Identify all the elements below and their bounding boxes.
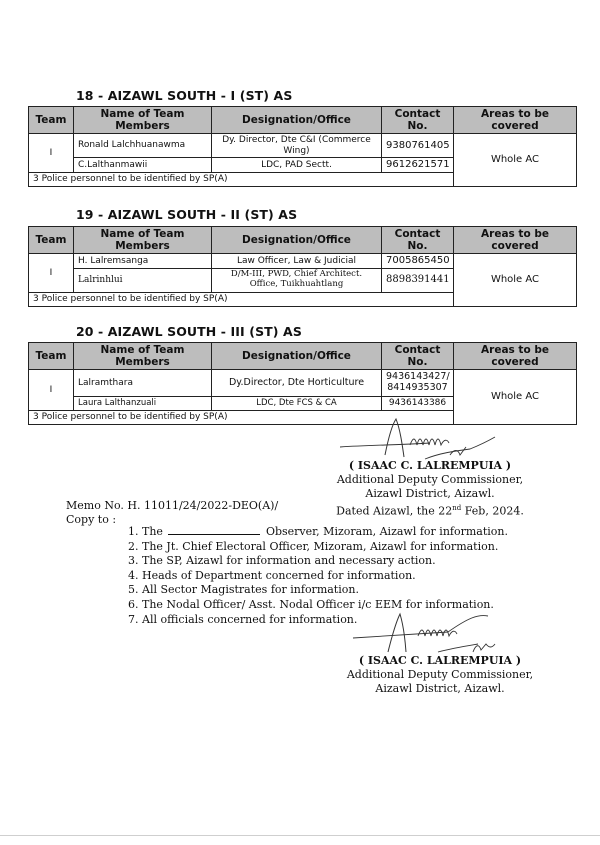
- list-item: 1. The Observer, Mizoram, Aizawl for information.: [142, 525, 592, 540]
- header-name: Name of Team Members: [74, 343, 212, 370]
- header-areas: Areas to be covered: [454, 343, 577, 370]
- member-name: Ronald Lalchhuanawma: [74, 134, 212, 158]
- member-contact: 9436143386: [382, 397, 454, 411]
- team-table-20: [28, 342, 577, 425]
- table-row: [29, 370, 577, 397]
- signatory-designation: Additional Deputy Commissioner,: [346, 668, 534, 681]
- list-item: 6. The Nodal Officer/ Asst. Nodal Officer i/c EEM for information.: [142, 598, 592, 613]
- section-title-20: 20 - AIZAWL SOUTH - III (ST) AS: [76, 324, 302, 339]
- member-contact: 9436143427/ 8414935307: [382, 370, 454, 397]
- team-number: I: [29, 370, 74, 411]
- member-designation: Dy.Director, Dte Horticulture: [212, 370, 382, 397]
- member-contact: 9612621571: [382, 158, 454, 173]
- police-note: 3 Police personnel to be identified by SP(A): [29, 411, 454, 425]
- member-name: Lalrinhlui: [74, 268, 212, 292]
- team-table-19: [28, 226, 577, 307]
- header-designation: Designation/Office: [212, 107, 382, 134]
- header-areas: Areas to be covered: [454, 107, 577, 134]
- police-note: 3 Police personnel to be identified by SP(A): [29, 292, 454, 306]
- header-team: Team: [29, 227, 74, 254]
- table-header-row: [29, 227, 577, 254]
- header-team: Team: [29, 107, 74, 134]
- section-title-18: 18 - AIZAWL SOUTH - I (ST) AS: [76, 88, 293, 103]
- member-designation: Law Officer, Law & Judicial: [212, 254, 382, 269]
- signature-block-2: [330, 654, 550, 696]
- section-title-19: 19 - AIZAWL SOUTH - II (ST) AS: [76, 207, 298, 222]
- table-row: [29, 134, 577, 158]
- header-designation: Designation/Office: [212, 343, 382, 370]
- member-contact: 7005865450: [382, 254, 454, 269]
- team-number: I: [29, 254, 74, 293]
- header-name: Name of Team Members: [74, 227, 212, 254]
- signatory-name: ( ISAAC C. LALREMPUIA ): [358, 654, 522, 667]
- member-name: Laura Lalthanzuali: [74, 397, 212, 411]
- copy-to-label: Copy to :: [66, 513, 117, 526]
- list-item: 2. The Jt. Chief Electoral Officer, Mizoram, Aizawl for information.: [142, 540, 592, 555]
- table-row: [29, 254, 577, 269]
- header-contact: Contact No.: [382, 343, 454, 370]
- police-note: 3 Police personnel to be identified by SP(A): [29, 173, 454, 187]
- header-areas: Areas to be covered: [454, 227, 577, 254]
- list-item: 3. The SP, Aizawl for information and necessary action.: [142, 554, 592, 569]
- member-name: H. Lalremsanga: [74, 254, 212, 269]
- member-name: Lalramthara: [74, 370, 212, 397]
- header-designation: Designation/Office: [212, 227, 382, 254]
- memo-number: Memo No. H. 11011/24/2022-DEO(A)/: [66, 499, 279, 512]
- team-table-18: [28, 106, 577, 187]
- list-item: 5. All Sector Magistrates for information.: [142, 583, 592, 598]
- list-item: 4. Heads of Department concerned for information.: [142, 569, 592, 584]
- member-designation: Dy. Director, Dte C&I (Commerce Wing): [212, 134, 382, 158]
- area-covered: Whole AC: [454, 134, 577, 187]
- member-contact: 9380761405: [382, 134, 454, 158]
- signature-block-1: [310, 459, 550, 519]
- area-covered: Whole AC: [454, 370, 577, 425]
- area-covered: Whole AC: [454, 254, 577, 307]
- header-contact: Contact No.: [382, 107, 454, 134]
- header-contact: Contact No.: [382, 227, 454, 254]
- signature-scrawl-2: [348, 608, 528, 658]
- signatory-district: Aizawl District, Aizawl.: [365, 487, 495, 500]
- header-name: Name of Team Members: [74, 107, 212, 134]
- scan-edge-line: [0, 835, 600, 836]
- member-name: C.Lalthanmawii: [74, 158, 212, 173]
- header-team: Team: [29, 343, 74, 370]
- dated-line: Dated Aizawl, the 22nd Feb, 2024.: [336, 504, 524, 518]
- member-designation: LDC, PAD Sectt.: [212, 158, 382, 173]
- list-item: 7. All officials concerned for information.: [142, 613, 592, 628]
- member-contact: 8898391441: [382, 268, 454, 292]
- blank-line: [168, 525, 260, 535]
- signatory-designation: Additional Deputy Commissioner,: [336, 473, 524, 486]
- signatory-district: Aizawl District, Aizawl.: [375, 682, 505, 695]
- member-designation: LDC, Dte FCS & CA: [212, 397, 382, 411]
- team-number: I: [29, 134, 74, 173]
- signature-scrawl-1: [330, 415, 510, 465]
- table-header-row: [29, 107, 577, 134]
- table-header-row: [29, 343, 577, 370]
- member-designation: D/M-III, PWD, Chief Architect. Office, Tuikhuahtlang: [212, 268, 382, 292]
- signatory-name: ( ISAAC C. LALREMPUIA ): [348, 459, 512, 472]
